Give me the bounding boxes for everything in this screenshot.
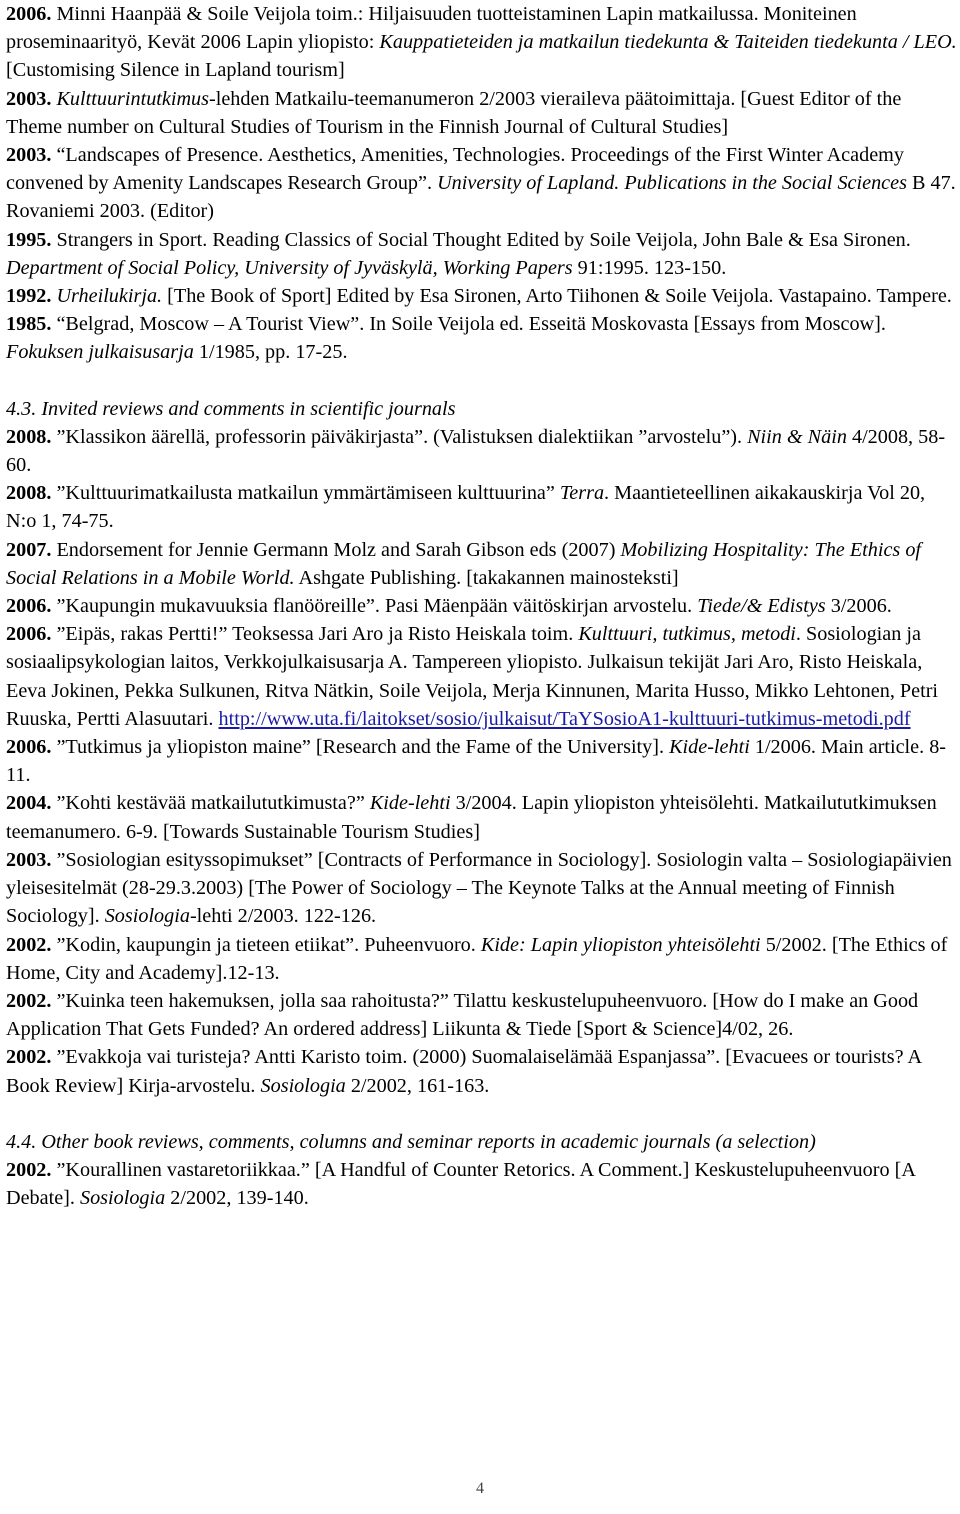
- entry-year: 2003.: [6, 144, 52, 167]
- entry-year: 2008.: [6, 425, 52, 448]
- reference-entry: 2002. ”Evakkoja vai turisteja? Antti Karisto toim. (2000) Suomalaiselämää Espanjassa”. [Evacuees or tourists? A Book Review] Kirja-arvostelu. Sosiologia 2/2002, 161-163.: [6, 1046, 921, 1097]
- page-number: 4: [476, 1480, 484, 1497]
- reference-entry: 2006. ”Eipäs, rakas Pertti!” Teoksessa Jari Aro ja Risto Heiskala toim. Kulttuuri, tutkimus, metodi. Sosiologian ja sosiaalipsykologian laitos, Verkkojulkaisusarja A. Tampereen yliopisto. Julkaisun tekijät Jari Aro, Risto Heiskala, Eeva Jokinen, Pekka Sulkunen, Ritva Nätkin, Soile Veijola, Merja Kinnunen, Marita Husso, Mikko Lehtonen, Petri Ruuska, Pertti Alasuutari. http://www.uta.fi/laitokset/sosio/julkaisut/TaYSosioA1-kulttuuri-tutkimus-metodi.pdf: [6, 623, 939, 730]
- reference-entry: 2007. Endorsement for Jennie Germann Molz and Sarah Gibson eds (2007) Mobilizing Hospitality: The Ethics of Social Relations in a Mobile World. Ashgate Publishing. [takakannen mainosteksti]: [6, 538, 922, 589]
- entry-year: 2002.: [6, 1046, 52, 1069]
- reference-entry: 2003. Kulttuurintutkimus-lehden Matkailu-teemanumeron 2/2003 vieraileva päätoimittaja. [Guest Editor of the Theme number on Cultural Studies of Tourism in the Finnish Journal of Cultural Studies]: [6, 87, 902, 138]
- section-editorial-works: [6, 0, 958, 367]
- entry-year: 1992.: [6, 285, 52, 308]
- reference-entry: 2006. ”Tutkimus ja yliopiston maine” [Research and the Fame of the University]. Kide-lehti 1/2006. Main article. 8-11.: [6, 736, 947, 787]
- section-heading: 4.3. Invited reviews and comments in scientific journals: [6, 397, 456, 420]
- entry-year: 2006.: [6, 595, 52, 618]
- reference-entry: 2006. ”Kaupungin mukavuuksia flanööreille”. Pasi Mäenpään väitöskirjan arvostelu. Tiede/& Edistys 3/2006.: [6, 595, 892, 618]
- reference-entry: 2008. ”Kulttuurimatkailusta matkailun ymmärtämiseen kulttuurina” Terra. Maantieteellinen aikakauskirja Vol 20, N:o 1, 74-75.: [6, 482, 926, 533]
- reference-entry: 1992. Urheilukirja. [The Book of Sport] Edited by Esa Sironen, Arto Tiihonen & Soile Veijola. Vastapaino. Tampere.: [6, 285, 952, 308]
- entry-year: 2002.: [6, 1158, 52, 1181]
- entry-year: 2006.: [6, 3, 52, 25]
- entry-year: 2002.: [6, 989, 52, 1012]
- entry-year: 1985.: [6, 313, 52, 336]
- entry-year: 1995.: [6, 228, 52, 251]
- reference-entry: 2003. “Landscapes of Presence. Aesthetics, Amenities, Technologies. Proceedings of the First Winter Academy convened by Amenity Landscapes Research Group”. University of Lapland. Publications in the Social Sciences B 47. Rovaniemi 2003. (Editor): [6, 144, 956, 223]
- section-spacer: [6, 367, 958, 395]
- section-spacer: [6, 1100, 958, 1128]
- reference-entry: 1985. “Belgrad, Moscow – A Tourist View”. In Soile Veijola ed. Esseitä Moskovasta [Essays from Moscow]. Fokuksen julkaisusarja 1/1985, pp. 17-25.: [6, 313, 886, 364]
- entry-year: 2006.: [6, 736, 52, 759]
- entry-year: 2002.: [6, 933, 52, 956]
- reference-entry: 1995. Strangers in Sport. Reading Classics of Social Thought Edited by Soile Veijola, John Bale & Esa Sironen. Department of Social Policy, University of Jyväskylä, Working Papers 91:1995. 123-150.: [6, 228, 911, 279]
- section-invited-reviews: [6, 395, 958, 1100]
- reference-entry: 2008. ”Klassikon äärellä, professorin päiväkirjasta”. (Valistuksen dialektiikan ”arvostelu”). Niin & Näin 4/2008, 58-60.: [6, 425, 946, 477]
- reference-entry: 2003. ”Sosiologian esityssopimukset” [Contracts of Performance in Sociology]. Sosiologin valta – Sosiologiapäivien yleisesitelmät (28-29.3.2003) [The Power of Sociology – The Keynote Talks at the Annual meeting of Finnish Sociology]. Sosiologia-lehti 2/2003. 122-126.: [6, 848, 952, 928]
- reference-entry: 2002. ”Kuinka teen hakemuksen, jolla saa rahoitusta?” Tilattu keskustelupuheenvuoro. [How do I make an Good Application That Gets Funded? An ordered address] Liikunta & Tiede [Sport & Science]4/02, 26.: [6, 989, 919, 1041]
- reference-entry: 2002. ”Kodin, kaupungin ja tieteen etiikat”. Puheenvuoro. Kide: Lapin yliopiston yhteisölehti 5/2002. [The Ethics of Home, City and Academy].12-13.: [6, 933, 948, 984]
- document-page: [6, 0, 958, 1212]
- publication-link[interactable]: http://www.uta.fi/laitokset/sosio/julkaisut/TaYSosioA1-kulttuuri-tutkimus-metodi.pdf: [218, 707, 911, 730]
- entry-year: 2008.: [6, 482, 52, 505]
- reference-entry: 2004. ”Kohti kestävää matkailututkimusta?” Kide-lehti 3/2004. Lapin yliopiston yhteisölehti. Matkailututkimuksen teemanumero. 6-9. [Towards Sustainable Tourism Studies]: [6, 792, 937, 843]
- reference-entry: 2002. ”Kourallinen vastaretoriikkaa.” [A Handful of Counter Retorics. A Comment.] Keskustelupuheenvuoro [A Debate]. Sosiologia 2/2002, 139-140.: [6, 1158, 915, 1210]
- reference-entry: 2006. Minni Haanpää & Soile Veijola toim.: Hiljaisuuden tuotteistaminen Lapin matkailussa. Moniteinen proseminaarityö, Kevät 2006 Lapin yliopisto: Kauppatieteiden ja matkailun tiedekunta & Taiteiden tiedekunta / LEO. [Customising Silence in Lapland tourism]: [6, 3, 957, 82]
- entry-year: 2003.: [6, 87, 52, 110]
- section-other-reviews: [6, 1128, 958, 1213]
- entry-year: 2003.: [6, 848, 52, 871]
- entry-year: 2007.: [6, 538, 52, 561]
- entry-year: 2004.: [6, 792, 52, 815]
- section-heading: 4.4. Other book reviews, comments, columns and seminar reports in academic journals (a selection): [6, 1130, 816, 1153]
- entry-year: 2006.: [6, 623, 52, 646]
